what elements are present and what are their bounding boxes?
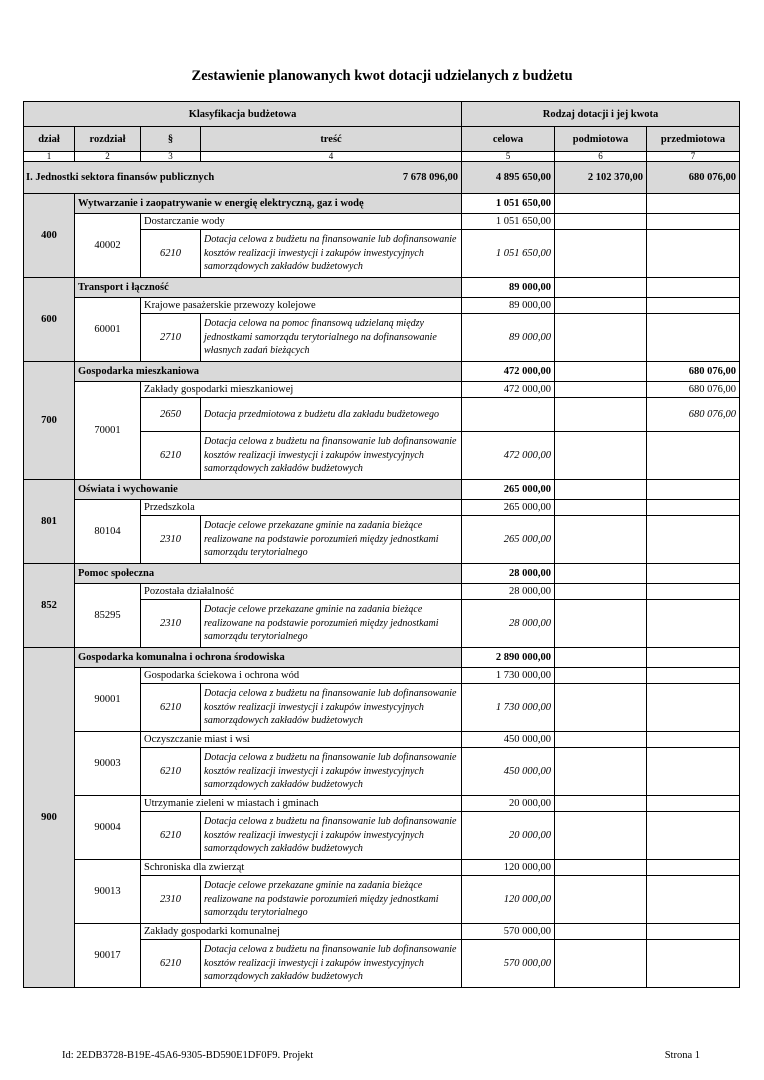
section-przedmiotowa <box>647 648 740 668</box>
rozdzial-przedmiotowa <box>647 668 740 684</box>
col-number: 6 <box>555 152 647 162</box>
rozdzial-celowa: 20 000,00 <box>462 796 555 812</box>
rozdzial-code: 70001 <box>75 382 141 480</box>
section-przedmiotowa <box>647 278 740 298</box>
paragraf-podmiotowa <box>555 516 647 564</box>
section-name: Transport i łączność <box>75 278 462 298</box>
paragraf-celowa: 472 000,00 <box>462 432 555 480</box>
rozdzial-code: 90001 <box>75 668 141 732</box>
paragraf-przedmiotowa <box>647 812 740 860</box>
rozdzial-przedmiotowa <box>647 732 740 748</box>
col-number: 1 <box>24 152 75 162</box>
rozdzial-name: Oczyszczanie miast i wsi <box>141 732 462 748</box>
paragraf-code: 2310 <box>141 600 201 648</box>
paragraf-przedmiotowa <box>647 516 740 564</box>
rozdzial-podmiotowa <box>555 382 647 398</box>
col-number: 7 <box>647 152 740 162</box>
paragraf-celowa: 89 000,00 <box>462 314 555 362</box>
rozdzial-celowa: 472 000,00 <box>462 382 555 398</box>
rozdzial-celowa: 28 000,00 <box>462 584 555 600</box>
header-podmiotowa: podmiotowa <box>555 127 647 152</box>
section-przedmiotowa <box>647 564 740 584</box>
paragraf-code: 2310 <box>141 876 201 924</box>
section-name: Oświata i wychowanie <box>75 480 462 500</box>
rozdzial-podmiotowa <box>555 500 647 516</box>
rozdzial-celowa: 450 000,00 <box>462 732 555 748</box>
section-celowa: 472 000,00 <box>462 362 555 382</box>
rozdzial-code: 90004 <box>75 796 141 860</box>
col-number: 3 <box>141 152 201 162</box>
dzial-code: 600 <box>24 278 75 362</box>
paragraf-code: 6210 <box>141 940 201 988</box>
section-podmiotowa <box>555 564 647 584</box>
rozdzial-row <box>24 214 740 230</box>
paragraf-celowa: 265 000,00 <box>462 516 555 564</box>
header-row-2 <box>24 127 740 152</box>
paragraf-przedmiotowa: 680 076,00 <box>647 398 740 432</box>
section-row <box>24 480 740 500</box>
paragraf-podmiotowa <box>555 230 647 278</box>
dzial-code: 852 <box>24 564 75 648</box>
rozdzial-row <box>24 860 740 876</box>
paragraf-description: Dotacja celowa z budżetu na finansowanie lub dofinansowanie kosztów realizacji inwestycji i zakupów inwestycyjnych samorządowych zakładów budżetowych <box>201 230 462 278</box>
dzial-code: 700 <box>24 362 75 480</box>
summary-total: 7 678 096,00 <box>402 172 458 183</box>
header-dzial: dział <box>24 127 75 152</box>
summary-celowa: 4 895 650,00 <box>462 162 555 194</box>
rozdzial-przedmiotowa <box>647 860 740 876</box>
paragraf-przedmiotowa <box>647 432 740 480</box>
dzial-code: 400 <box>24 194 75 278</box>
rozdzial-row <box>24 500 740 516</box>
paragraf-przedmiotowa <box>647 748 740 796</box>
header-klasyfikacja: Klasyfikacja budżetowa <box>24 102 462 127</box>
section-podmiotowa <box>555 648 647 668</box>
section-przedmiotowa <box>647 480 740 500</box>
rozdzial-row <box>24 924 740 940</box>
rozdzial-name: Schroniska dla zwierząt <box>141 860 462 876</box>
paragraf-description: Dotacja celowa z budżetu na finansowanie lub dofinansowanie kosztów realizacji inwestycji i zakupów inwestycyjnych samorządowych zakładów budżetowych <box>201 748 462 796</box>
section-name: Pomoc społeczna <box>75 564 462 584</box>
rozdzial-code: 80104 <box>75 500 141 564</box>
rozdzial-name: Przedszkola <box>141 500 462 516</box>
rozdzial-name: Zakłady gospodarki mieszkaniowej <box>141 382 462 398</box>
rozdzial-podmiotowa <box>555 668 647 684</box>
rozdzial-name: Pozostała działalność <box>141 584 462 600</box>
paragraf-description: Dotacja celowa na pomoc finansową udzielaną między jednostkami samorządu terytorialnego na dofinansowanie własnych zadań bieżących <box>201 314 462 362</box>
paragraf-celowa: 1 730 000,00 <box>462 684 555 732</box>
rozdzial-code: 85295 <box>75 584 141 648</box>
paragraf-celowa <box>462 398 555 432</box>
section-row <box>24 278 740 298</box>
header-rodzaj: Rodzaj dotacji i jej kwota <box>462 102 740 127</box>
paragraf-przedmiotowa <box>647 600 740 648</box>
rozdzial-row <box>24 796 740 812</box>
header-row-1 <box>24 102 740 127</box>
rozdzial-podmiotowa <box>555 860 647 876</box>
section-name: Gospodarka komunalna i ochrona środowiska <box>75 648 462 668</box>
paragraf-description: Dotacje celowe przekazane gminie na zadania bieżące realizowane na podstawie porozumień między jednostkami samorządu terytorialnego <box>201 600 462 648</box>
paragraf-code: 6210 <box>141 684 201 732</box>
rozdzial-przedmiotowa <box>647 500 740 516</box>
section-celowa: 28 000,00 <box>462 564 555 584</box>
rozdzial-celowa: 265 000,00 <box>462 500 555 516</box>
summary-row <box>24 162 740 194</box>
section-celowa: 265 000,00 <box>462 480 555 500</box>
header-paragraf: § <box>141 127 201 152</box>
rozdzial-name: Gospodarka ściekowa i ochrona wód <box>141 668 462 684</box>
rozdzial-code: 60001 <box>75 298 141 362</box>
paragraf-podmiotowa <box>555 314 647 362</box>
section-row <box>24 362 740 382</box>
rozdzial-celowa: 1 730 000,00 <box>462 668 555 684</box>
rozdzial-code: 90003 <box>75 732 141 796</box>
rozdzial-podmiotowa <box>555 214 647 230</box>
header-przedmiotowa: przedmiotowa <box>647 127 740 152</box>
paragraf-celowa: 120 000,00 <box>462 876 555 924</box>
paragraf-podmiotowa <box>555 940 647 988</box>
paragraf-podmiotowa <box>555 812 647 860</box>
rozdzial-celowa: 1 051 650,00 <box>462 214 555 230</box>
rozdzial-name: Utrzymanie zieleni w miastach i gminach <box>141 796 462 812</box>
paragraf-code: 2310 <box>141 516 201 564</box>
paragraf-podmiotowa <box>555 748 647 796</box>
footer-document-id: Id: 2EDB3728-B19E-45A6-9305-BD590E1DF0F9. Projekt <box>62 1050 314 1061</box>
paragraf-przedmiotowa <box>647 684 740 732</box>
budget-table <box>23 101 740 988</box>
paragraf-code: 6210 <box>141 812 201 860</box>
section-row <box>24 564 740 584</box>
rozdzial-celowa: 570 000,00 <box>462 924 555 940</box>
section-celowa: 1 051 650,00 <box>462 194 555 214</box>
summary-label: I. Jednostki sektora finansów publicznych <box>26 172 215 183</box>
section-podmiotowa <box>555 194 647 214</box>
section-row <box>24 194 740 214</box>
document-title: Zestawienie planowanych kwot dotacji udzielanych z budżetu <box>191 68 573 84</box>
col-number: 4 <box>201 152 462 162</box>
header-celowa: celowa <box>462 127 555 152</box>
rozdzial-name: Krajowe pasażerskie przewozy kolejowe <box>141 298 462 314</box>
paragraf-podmiotowa <box>555 432 647 480</box>
rozdzial-przedmiotowa <box>647 214 740 230</box>
summary-label-cell <box>24 162 462 194</box>
section-name: Gospodarka mieszkaniowa <box>75 362 462 382</box>
rozdzial-podmiotowa <box>555 298 647 314</box>
section-przedmiotowa <box>647 194 740 214</box>
paragraf-podmiotowa <box>555 600 647 648</box>
paragraf-przedmiotowa <box>647 940 740 988</box>
paragraf-description: Dotacja celowa z budżetu na finansowanie lub dofinansowanie kosztów realizacji inwestycji i zakupów inwestycyjnych samorządowych zakładów budżetowych <box>201 812 462 860</box>
rozdzial-row <box>24 298 740 314</box>
rozdzial-celowa: 89 000,00 <box>462 298 555 314</box>
rozdzial-name: Zakłady gospodarki komunalnej <box>141 924 462 940</box>
paragraf-przedmiotowa <box>647 876 740 924</box>
rozdzial-przedmiotowa <box>647 584 740 600</box>
paragraf-code: 6210 <box>141 748 201 796</box>
summary-przedmiotowa: 680 076,00 <box>647 162 740 194</box>
section-podmiotowa <box>555 362 647 382</box>
col-number: 5 <box>462 152 555 162</box>
paragraf-podmiotowa <box>555 398 647 432</box>
section-przedmiotowa: 680 076,00 <box>647 362 740 382</box>
paragraf-przedmiotowa <box>647 314 740 362</box>
col-number: 2 <box>75 152 141 162</box>
rozdzial-celowa: 120 000,00 <box>462 860 555 876</box>
paragraf-celowa: 1 051 650,00 <box>462 230 555 278</box>
paragraf-description: Dotacja celowa z budżetu na finansowanie lub dofinansowanie kosztów realizacji inwestycji i zakupów inwestycyjnych samorządowych zakładów budżetowych <box>201 940 462 988</box>
paragraf-code: 6210 <box>141 432 201 480</box>
rozdzial-row <box>24 584 740 600</box>
rozdzial-code: 90017 <box>75 924 141 988</box>
paragraf-celowa: 28 000,00 <box>462 600 555 648</box>
paragraf-celowa: 20 000,00 <box>462 812 555 860</box>
section-podmiotowa <box>555 278 647 298</box>
paragraf-przedmiotowa <box>647 230 740 278</box>
paragraf-description: Dotacja celowa z budżetu na finansowanie lub dofinansowanie kosztów realizacji inwestycji i zakupów inwestycyjnych samorządowych zakładów budżetowych <box>201 684 462 732</box>
rozdzial-podmiotowa <box>555 584 647 600</box>
header-rozdzial: rozdział <box>75 127 141 152</box>
paragraf-description: Dotacje celowe przekazane gminie na zadania bieżące realizowane na podstawie porozumień między jednostkami samorządu terytorialnego <box>201 516 462 564</box>
rozdzial-przedmiotowa <box>647 924 740 940</box>
header-tresc: treść <box>201 127 462 152</box>
summary-podmiotowa: 2 102 370,00 <box>555 162 647 194</box>
paragraf-description: Dotacje celowe przekazane gminie na zadania bieżące realizowane na podstawie porozumień między jednostkami samorządu terytorialnego <box>201 876 462 924</box>
rozdzial-row <box>24 382 740 398</box>
paragraf-code: 2650 <box>141 398 201 432</box>
dzial-code: 801 <box>24 480 75 564</box>
rozdzial-code: 90013 <box>75 860 141 924</box>
dzial-code: 900 <box>24 648 75 988</box>
rozdzial-przedmiotowa <box>647 796 740 812</box>
paragraf-celowa: 570 000,00 <box>462 940 555 988</box>
section-podmiotowa <box>555 480 647 500</box>
footer-page-number: Strona 1 <box>664 1050 700 1061</box>
paragraf-description: Dotacja przedmiotowa z budżetu dla zakładu budżetowego <box>201 398 462 432</box>
rozdzial-przedmiotowa <box>647 298 740 314</box>
rozdzial-name: Dostarczanie wody <box>141 214 462 230</box>
paragraf-celowa: 450 000,00 <box>462 748 555 796</box>
section-celowa: 2 890 000,00 <box>462 648 555 668</box>
rozdzial-code: 40002 <box>75 214 141 278</box>
rozdzial-podmiotowa <box>555 796 647 812</box>
paragraf-description: Dotacja celowa z budżetu na finansowanie lub dofinansowanie kosztów realizacji inwestycji i zakupów inwestycyjnych samorządowych zakładów budżetowych <box>201 432 462 480</box>
section-row <box>24 648 740 668</box>
column-number-row <box>24 152 740 162</box>
paragraf-code: 2710 <box>141 314 201 362</box>
section-celowa: 89 000,00 <box>462 278 555 298</box>
rozdzial-podmiotowa <box>555 732 647 748</box>
section-name: Wytwarzanie i zaopatrywanie w energię elektryczną, gaz i wodę <box>75 194 462 214</box>
paragraf-podmiotowa <box>555 876 647 924</box>
rozdzial-przedmiotowa: 680 076,00 <box>647 382 740 398</box>
rozdzial-row <box>24 668 740 684</box>
paragraf-podmiotowa <box>555 684 647 732</box>
paragraf-code: 6210 <box>141 230 201 278</box>
rozdzial-row <box>24 732 740 748</box>
rozdzial-podmiotowa <box>555 924 647 940</box>
